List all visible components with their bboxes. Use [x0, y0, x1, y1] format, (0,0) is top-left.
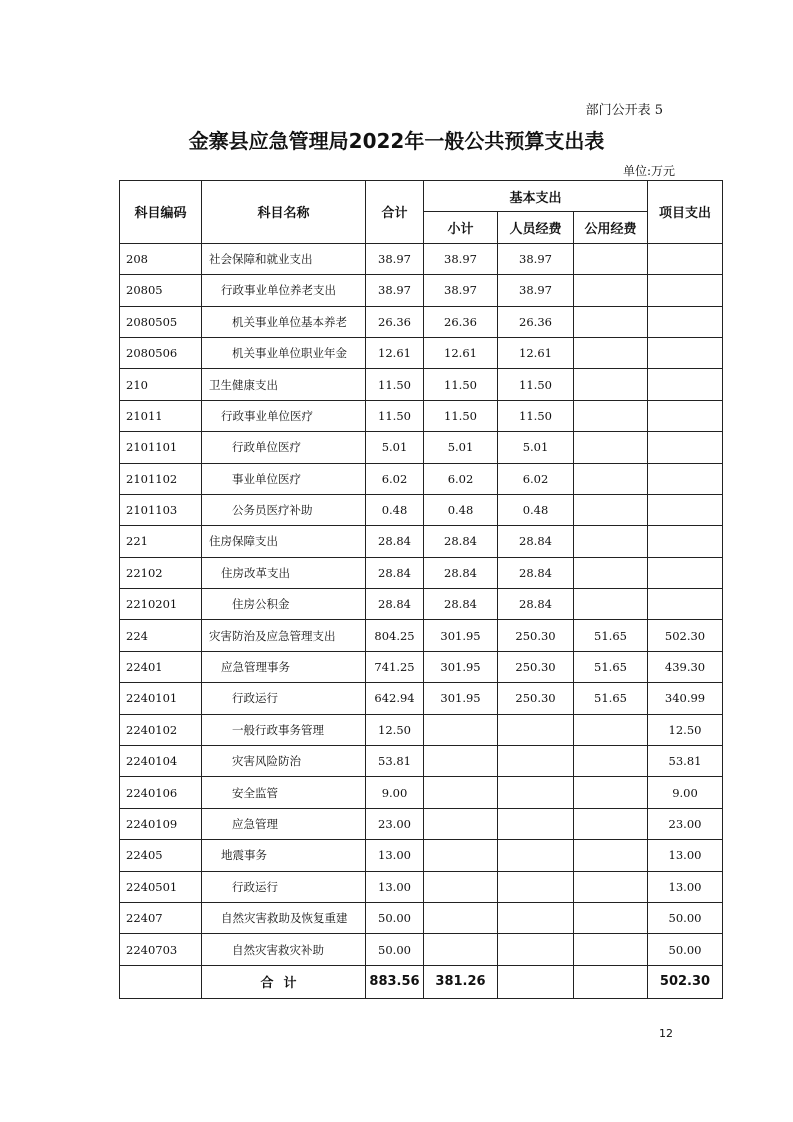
- cell-public: [574, 808, 648, 839]
- cell-project: 50.00: [648, 934, 723, 965]
- cell-total: 28.84: [366, 557, 424, 588]
- cell-name: 行政运行: [202, 871, 366, 902]
- cell-public: [574, 369, 648, 400]
- cell-total: 11.50: [366, 400, 424, 431]
- budget-table: [119, 180, 723, 999]
- cell-name: 应急管理事务: [202, 651, 366, 682]
- cell-public: 51.65: [574, 651, 648, 682]
- cell-name: 应急管理: [202, 808, 366, 839]
- cell-name: 一般行政事务管理: [202, 714, 366, 745]
- cell-name: 事业单位医疗: [202, 463, 366, 494]
- cell-personnel: 38.97: [498, 275, 574, 306]
- table-row: [120, 683, 723, 714]
- cell-personnel: [498, 840, 574, 871]
- cell-project: [648, 589, 723, 620]
- table-row: [120, 432, 723, 463]
- cell-personnel: [498, 714, 574, 745]
- table-row: [120, 808, 723, 839]
- cell-total: 12.61: [366, 337, 424, 368]
- cell-total: 741.25: [366, 651, 424, 682]
- cell-personnel: 250.30: [498, 683, 574, 714]
- cell-personnel: 28.84: [498, 589, 574, 620]
- cell-total: 53.81: [366, 746, 424, 777]
- table-row: [120, 463, 723, 494]
- cell-name: 公务员医疗补助: [202, 494, 366, 525]
- cell-project: [648, 526, 723, 557]
- cell-subtotal: 38.97: [424, 275, 498, 306]
- table-row: [120, 400, 723, 431]
- cell-subtotal: [424, 934, 498, 965]
- cell-total: 23.00: [366, 808, 424, 839]
- cell-subtotal: 5.01: [424, 432, 498, 463]
- cell-project: 23.00: [648, 808, 723, 839]
- cell-code: 2101101: [120, 432, 202, 463]
- table-row: [120, 243, 723, 274]
- header-total: 合计: [366, 181, 424, 244]
- cell-personnel: 28.84: [498, 557, 574, 588]
- total-row: [120, 965, 723, 998]
- cell-code: 22102: [120, 557, 202, 588]
- cell-public: [574, 934, 648, 965]
- cell-public: [574, 337, 648, 368]
- cell-code: 2101103: [120, 494, 202, 525]
- unit-label: 单位:万元: [622, 164, 675, 178]
- cell-public: [574, 526, 648, 557]
- cell-subtotal: 11.50: [424, 369, 498, 400]
- cell-subtotal: 11.50: [424, 400, 498, 431]
- cell-subtotal: 28.84: [424, 526, 498, 557]
- cell-subtotal: 28.84: [424, 589, 498, 620]
- cell-public: 51.65: [574, 683, 648, 714]
- cell-project: [648, 243, 723, 274]
- cell-code: 2080506: [120, 337, 202, 368]
- cell-personnel: [498, 746, 574, 777]
- cell-project: [648, 432, 723, 463]
- cell-name: 住房公积金: [202, 589, 366, 620]
- page-number: 12: [659, 1027, 673, 1040]
- cell-public: [574, 243, 648, 274]
- table-row: [120, 589, 723, 620]
- cell-personnel: 26.36: [498, 306, 574, 337]
- cell-project: 9.00: [648, 777, 723, 808]
- cell-public: [574, 746, 648, 777]
- table-row: [120, 275, 723, 306]
- cell-public: [574, 432, 648, 463]
- total-subtotal: 381.26: [424, 965, 498, 998]
- cell-total: 26.36: [366, 306, 424, 337]
- cell-subtotal: 12.61: [424, 337, 498, 368]
- cell-project: [648, 275, 723, 306]
- table-row: [120, 777, 723, 808]
- cell-project: 12.50: [648, 714, 723, 745]
- cell-name: 自然灾害救灾补助: [202, 934, 366, 965]
- cell-public: 51.65: [574, 620, 648, 651]
- cell-project: 50.00: [648, 902, 723, 933]
- cell-name: 社会保障和就业支出: [202, 243, 366, 274]
- cell-personnel: [498, 777, 574, 808]
- cell-subtotal: 26.36: [424, 306, 498, 337]
- cell-personnel: [498, 902, 574, 933]
- cell-code: 224: [120, 620, 202, 651]
- cell-code: 22405: [120, 840, 202, 871]
- cell-code: 2101102: [120, 463, 202, 494]
- cell-subtotal: 38.97: [424, 243, 498, 274]
- table-row: [120, 526, 723, 557]
- cell-name: 行政运行: [202, 683, 366, 714]
- cell-personnel: [498, 808, 574, 839]
- cell-public: [574, 557, 648, 588]
- cell-personnel: 5.01: [498, 432, 574, 463]
- cell-subtotal: 301.95: [424, 651, 498, 682]
- header-project: 项目支出: [648, 181, 723, 244]
- cell-code: 2080505: [120, 306, 202, 337]
- cell-subtotal: [424, 746, 498, 777]
- cell-subtotal: [424, 714, 498, 745]
- cell-personnel: 250.30: [498, 651, 574, 682]
- cell-public: [574, 589, 648, 620]
- cell-name: 机关事业单位基本养老: [202, 306, 366, 337]
- page-title: 金寨县应急管理局2022年一般公共预算支出表: [188, 129, 605, 153]
- cell-code: 210: [120, 369, 202, 400]
- cell-public: [574, 714, 648, 745]
- cell-name: 住房保障支出: [202, 526, 366, 557]
- cell-code: 20805: [120, 275, 202, 306]
- table-row: [120, 337, 723, 368]
- cell-code: 221: [120, 526, 202, 557]
- cell-name: 自然灾害救助及恢复重建: [202, 902, 366, 933]
- document-tag: 部门公开表 5: [585, 103, 663, 118]
- cell-subtotal: [424, 840, 498, 871]
- cell-subtotal: [424, 871, 498, 902]
- cell-personnel: 38.97: [498, 243, 574, 274]
- cell-personnel: 250.30: [498, 620, 574, 651]
- cell-subtotal: 6.02: [424, 463, 498, 494]
- cell-name: 行政事业单位医疗: [202, 400, 366, 431]
- cell-subtotal: 301.95: [424, 683, 498, 714]
- cell-public: [574, 871, 648, 902]
- cell-project: [648, 369, 723, 400]
- cell-name: 机关事业单位职业年金: [202, 337, 366, 368]
- cell-total: 6.02: [366, 463, 424, 494]
- table-row: [120, 746, 723, 777]
- cell-code: 2240104: [120, 746, 202, 777]
- cell-personnel: 0.48: [498, 494, 574, 525]
- table-row: [120, 557, 723, 588]
- cell-code: 22401: [120, 651, 202, 682]
- cell-code: 22407: [120, 902, 202, 933]
- header-public: 公用经费: [574, 212, 648, 243]
- cell-total: 28.84: [366, 589, 424, 620]
- cell-personnel: 6.02: [498, 463, 574, 494]
- cell-public: [574, 777, 648, 808]
- cell-name: 灾害风险防治: [202, 746, 366, 777]
- cell-name: 灾害防治及应急管理支出: [202, 620, 366, 651]
- cell-total: 11.50: [366, 369, 424, 400]
- cell-name: 住房改革支出: [202, 557, 366, 588]
- cell-code: 2240703: [120, 934, 202, 965]
- cell-project: 13.00: [648, 840, 723, 871]
- cell-project: [648, 400, 723, 431]
- cell-project: [648, 557, 723, 588]
- cell-subtotal: [424, 808, 498, 839]
- cell-code: 208: [120, 243, 202, 274]
- cell-personnel: 12.61: [498, 337, 574, 368]
- cell-total: 5.01: [366, 432, 424, 463]
- cell-personnel: 11.50: [498, 369, 574, 400]
- total-code-cell: [120, 965, 202, 998]
- cell-public: [574, 902, 648, 933]
- table-row: [120, 840, 723, 871]
- cell-total: 38.97: [366, 275, 424, 306]
- header-code: 科目编码: [120, 181, 202, 244]
- table-row: [120, 306, 723, 337]
- header-name: 科目名称: [202, 181, 366, 244]
- cell-name: 行政单位医疗: [202, 432, 366, 463]
- cell-total: 13.00: [366, 871, 424, 902]
- cell-project: 502.30: [648, 620, 723, 651]
- total-personnel: [498, 965, 574, 998]
- cell-public: [574, 463, 648, 494]
- cell-personnel: 11.50: [498, 400, 574, 431]
- header-subtotal: 小计: [424, 212, 498, 243]
- cell-personnel: [498, 871, 574, 902]
- cell-public: [574, 494, 648, 525]
- cell-personnel: 28.84: [498, 526, 574, 557]
- table-row: [120, 902, 723, 933]
- table-row: [120, 934, 723, 965]
- cell-code: 2240102: [120, 714, 202, 745]
- total-project: 502.30: [648, 965, 723, 998]
- table-row: [120, 369, 723, 400]
- cell-total: 9.00: [366, 777, 424, 808]
- cell-total: 804.25: [366, 620, 424, 651]
- cell-total: 28.84: [366, 526, 424, 557]
- cell-total: 13.00: [366, 840, 424, 871]
- total-total: 883.56: [366, 965, 424, 998]
- cell-public: [574, 400, 648, 431]
- cell-code: 2240501: [120, 871, 202, 902]
- cell-project: [648, 494, 723, 525]
- cell-project: 439.30: [648, 651, 723, 682]
- table-body: [120, 243, 723, 965]
- cell-subtotal: 28.84: [424, 557, 498, 588]
- cell-subtotal: [424, 777, 498, 808]
- total-public: [574, 965, 648, 998]
- cell-total: 0.48: [366, 494, 424, 525]
- cell-total: 38.97: [366, 243, 424, 274]
- cell-project: 13.00: [648, 871, 723, 902]
- cell-public: [574, 306, 648, 337]
- cell-code: 2240109: [120, 808, 202, 839]
- total-label: 合计: [202, 965, 366, 998]
- cell-total: 50.00: [366, 902, 424, 933]
- cell-public: [574, 275, 648, 306]
- cell-subtotal: 301.95: [424, 620, 498, 651]
- cell-name: 行政事业单位养老支出: [202, 275, 366, 306]
- cell-project: [648, 306, 723, 337]
- cell-code: 2240106: [120, 777, 202, 808]
- cell-project: [648, 337, 723, 368]
- cell-personnel: [498, 934, 574, 965]
- cell-code: 2210201: [120, 589, 202, 620]
- table-row: [120, 494, 723, 525]
- table-row: [120, 620, 723, 651]
- cell-public: [574, 840, 648, 871]
- cell-total: 642.94: [366, 683, 424, 714]
- cell-name: 安全监管: [202, 777, 366, 808]
- table-row: [120, 871, 723, 902]
- table-row: [120, 714, 723, 745]
- cell-name: 卫生健康支出: [202, 369, 366, 400]
- header-basic: 基本支出: [424, 181, 648, 212]
- cell-project: 53.81: [648, 746, 723, 777]
- cell-project: 340.99: [648, 683, 723, 714]
- cell-project: [648, 463, 723, 494]
- cell-total: 12.50: [366, 714, 424, 745]
- cell-code: 21011: [120, 400, 202, 431]
- cell-subtotal: [424, 902, 498, 933]
- header-personnel: 人员经费: [498, 212, 574, 243]
- cell-total: 50.00: [366, 934, 424, 965]
- table-row: [120, 651, 723, 682]
- cell-code: 2240101: [120, 683, 202, 714]
- cell-name: 地震事务: [202, 840, 366, 871]
- cell-subtotal: 0.48: [424, 494, 498, 525]
